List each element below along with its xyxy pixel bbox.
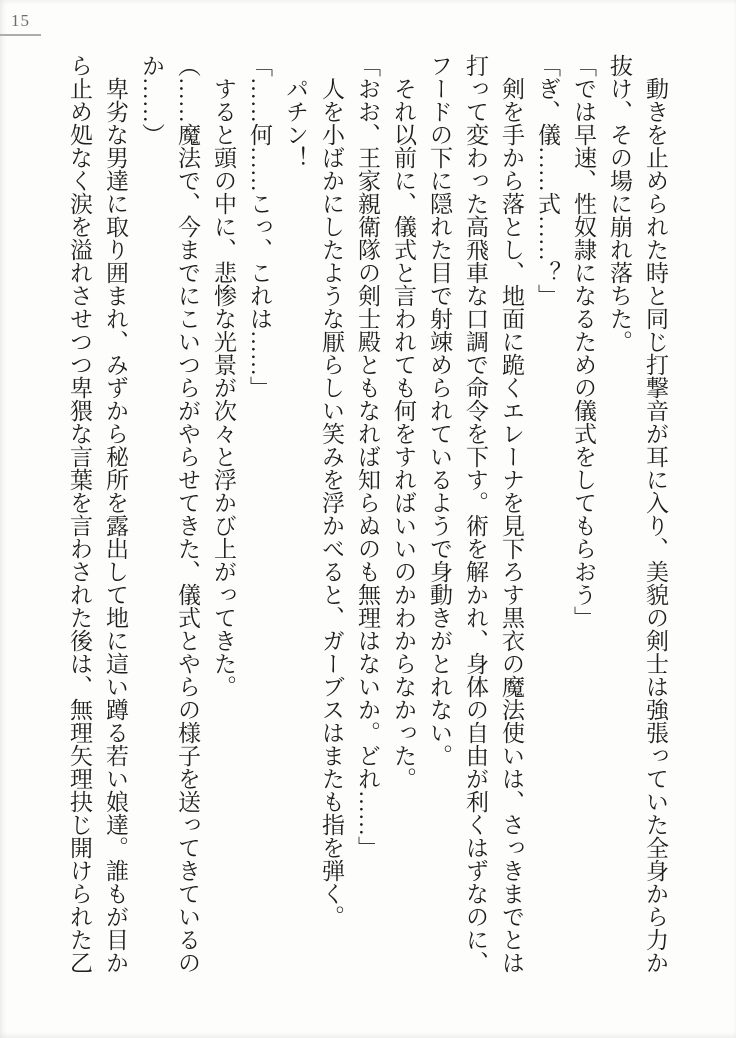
text-line: それ以前に、儀式と言われても何をすればいいのかわからなかった。	[391, 77, 416, 790]
text-line: すると頭の中に、悲惨な光景が次々と浮かび上がってきた。	[211, 77, 236, 698]
text-line: 打って変わった高飛車な口調で命令を下す。術を解かれ、身体の自由が利くはずなのに、	[463, 54, 488, 974]
text-line: （……魔法で、今までにこいつらがやらせてきた、儀式とやらの様子を送ってきているの	[175, 54, 200, 974]
text-line: ら止め処なく涙を溢れさせつつ卑猥な言葉を言わされた後は、無理矢理抉じ開けられた乙	[67, 54, 92, 974]
text-line: フードの下に隠れた目で射竦められているようで身動きがとれない。	[427, 54, 452, 767]
text-line: 「では早速、性奴隷になるための儀式をしてもらおう」	[571, 54, 596, 629]
text-line: 「ぎ、儀……式……？」	[535, 54, 560, 307]
text-line: か……）	[139, 54, 164, 146]
text-line: 動きを止められた時と同じ打撃音が耳に入り、美貌の剣士は強張っていた全身から力か	[643, 77, 668, 974]
text-line: 人を小ばかにしたような厭らしい笑みを浮かべると、ガーブスはまたも指を弾く。	[319, 77, 344, 928]
text-line: 卑劣な男達に取り囲まれ、みずから秘所を露出して地に這い蹲る若い娘達。誰もが目か	[103, 77, 128, 974]
text-line: パチン！	[283, 77, 308, 169]
text-line: 剣を手から落とし、地面に跪くエレーナを見下ろす黒衣の魔法使いは、さっきまでとは	[499, 77, 524, 974]
text-line: 「おお、王家親衛隊の剣士殿ともなれば知らぬのも無理はないか。どれ……」	[355, 54, 380, 859]
page-number-area	[0, 11, 41, 36]
text-line: 抜け、その場に崩れ落ちた。	[607, 54, 632, 353]
page-number: 15	[11, 11, 30, 30]
text-line: 「……何……こっ、これは……」	[247, 54, 272, 399]
vertical-text-block	[60, 54, 673, 1004]
